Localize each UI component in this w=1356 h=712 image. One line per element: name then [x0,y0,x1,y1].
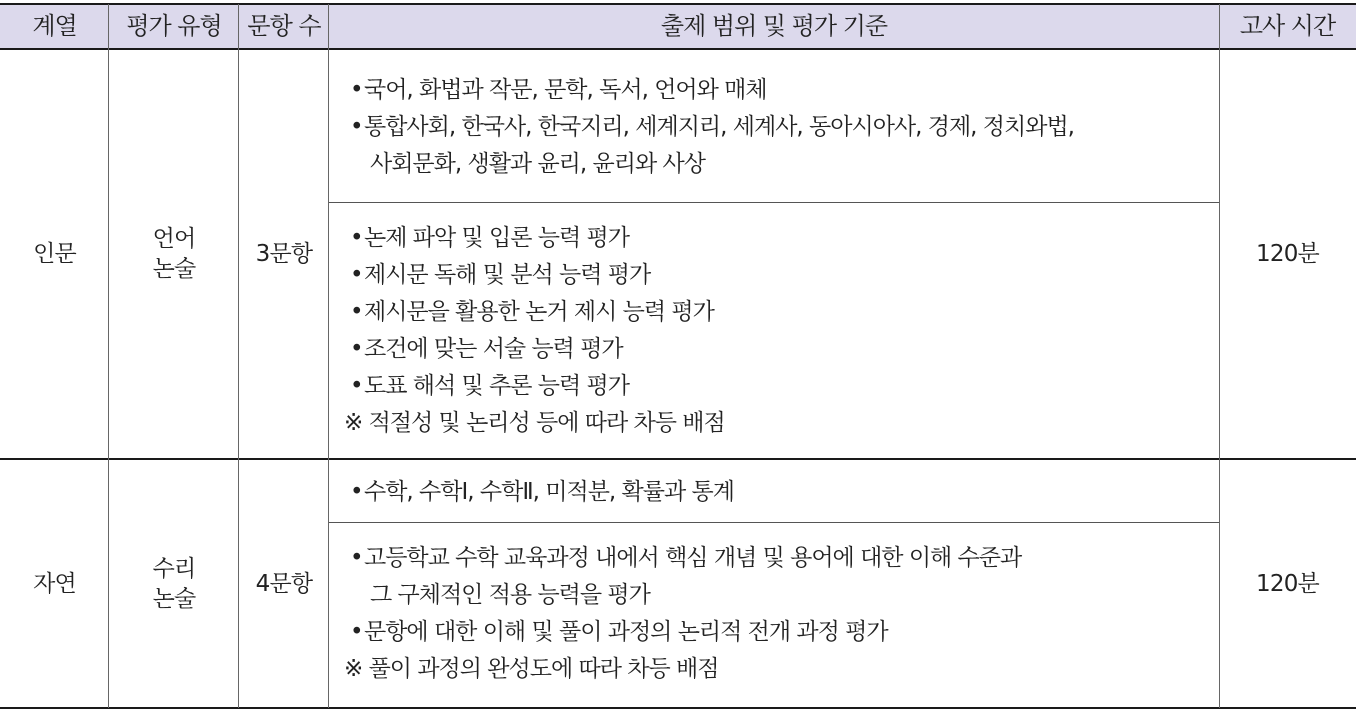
row-humanities-field: 인문 [33,240,76,267]
row-natural-count: 4문항 [255,570,313,597]
table-top-rule [0,3,1356,5]
row-natural-time: 120분 [1256,570,1319,597]
row-natural-field: 자연 [33,570,76,597]
type-line-2: 논술 [152,256,196,282]
header-time: 고사 시간 [1239,11,1336,40]
column-divider [1219,4,1220,708]
inner-divider-natural [329,522,1219,523]
column-divider [328,4,329,708]
row-natural-type [109,460,239,708]
table-bottom-rule [0,707,1356,709]
row-separator [0,458,1356,460]
header-bottom-rule [0,48,1356,50]
column-divider [238,4,239,708]
type-line-1: 수리 [152,555,196,582]
row-humanities-count: 3문항 [255,240,313,267]
header-scope-criteria: 출제 범위 및 평가 기준 [660,11,888,40]
type-line-2: 논술 [152,586,196,612]
row-humanities-type [109,50,239,458]
exam-table: 계열 평가 유형 문항 수 출제 범위 및 평가 기준 고사 시간 인문 언어 논술 3문항 120분 • 국어, 화법과 작문, 문학, 독서, 언어와 매체 • 통합사회, 한국사, 한국지리, 세계지리, 세계사, 동아시아사, 경제, 정치와법, 사회문화, 생활과 윤리, 윤리와 사상 • 논제 파악 및 입론 능력 평가 • 제시문 독해 및 분석 능력 평가 • 제시문을 활용한 논거 제시 능력 평가 • 조건에 맞는 서술 능력 평가 • 도표 해석 및 추론 능력 평가 ※ 적절성 및 논리성 등에 따라 차등 배점 자연 수리 논술 4문항 120분 • 수학, 수학Ⅰ, 수학Ⅱ, 미적분, 확률과 통계 • 고등학교 수학 교육과정 내에서 핵심 개념 및 용어에 대한 이해 수준과 그 구체적인 적용 능력을 평가 • 문항에 대한 이해 및 풀이 과정의 논리적 전개 과정 평가 ※ 풀이 과정의 완성도에 따라 차등 배점 [0,0,1356,712]
column-divider [108,4,109,708]
header-field: 계열 [32,11,77,40]
inner-divider-humanities [329,202,1219,203]
type-line-1: 언어 [152,225,196,252]
header-count: 문항 수 [247,11,321,40]
row-humanities-time: 120분 [1256,240,1319,267]
header-type: 평가 유형 [126,11,222,40]
